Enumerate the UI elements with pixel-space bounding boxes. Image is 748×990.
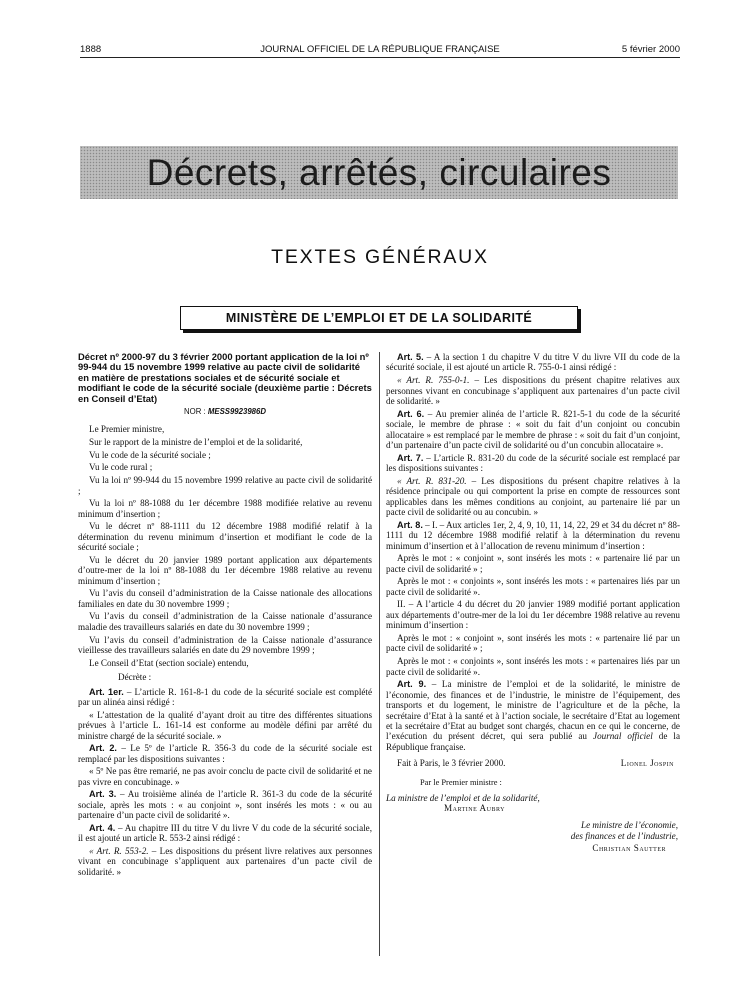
preamble-line: Vu le code rural ; (89, 462, 153, 473)
ministry-box (180, 306, 578, 330)
minister-title-1: La ministre de l’emploi et de la solidarité, (386, 792, 540, 803)
article-text: – Au premier alinéa de l’article R. 821-5-1 du code de la sécurité sociale, le membre de phrase : « soit du fait d’un conjoint ou concubin allocataire » est remplacé par le membre de phrase : « soit du fait d’un conjoint, d’un partenaire d’un pacte civil de solidarité ou d’un concubin allocataire ». (386, 408, 680, 450)
nor-code: MESS9923986D (207, 407, 266, 417)
article-2-quote: « 5º Ne pas être remarié, ne pas avoir conclu de pacte civil de solidarité et ne pas vivre en concubinage. » (78, 766, 372, 787)
banner-title: Décrets, arrêtés, circulaires (146, 151, 612, 193)
article-label: Art. 1er. (89, 686, 124, 697)
article-5 (386, 352, 680, 373)
article-label: Art. 8. (397, 519, 423, 530)
article-7 (386, 453, 680, 474)
article-label: Art. 9. (397, 679, 427, 690)
article-7-quote (386, 476, 680, 518)
article-8-para: Après le mot : « conjoint », sont insérés les mots : « partenaire lié par un pacte civil de solidarité » ; (386, 553, 680, 574)
article-8 (386, 520, 680, 551)
left-column (78, 352, 372, 880)
quote-text: – Les dispositions du présent chapitre relatives à la résidence principale ou qui comportent la prise en compte de ressources sont applicables dans les mêmes conditions au conjoint, au partenaire lié par un pacte civil de solidarité ou au concubin. » (386, 475, 681, 518)
issue-date: 5 février 2000 (621, 44, 680, 55)
preamble-line: Vu l’avis du conseil d’administration de la Caisse nationale des allocations familiales en date du 30 novembre 1999 ; (78, 588, 372, 609)
right-column (386, 352, 680, 853)
article-label: Art. 5. (397, 352, 424, 362)
header-rule (80, 57, 680, 58)
article-1-quote: « L’attestation de la qualité d’ayant droit au titre des différentes situations prévues à l’article L. 161-14 est conforme au modèle défini par arrêté du ministre chargé de la sécurité sociale. » (78, 709, 372, 741)
preamble-line: Vu l’avis du conseil d’administration de la Caisse nationale d’assurance maladie des travailleurs salariés en date du 30 novembre 1999 ; (78, 611, 372, 632)
quote-text: – Les dispositions du présent chapitre relatives aux personnes vivant en concubinage s’appliquent aux partenaires d’un pacte civil de solidarité. » (386, 375, 680, 406)
minister-name-2: Christian Sautter (592, 842, 666, 853)
ministry-title: MINISTÈRE DE L’EMPLOI ET DE LA SOLIDARITÉ (225, 311, 533, 325)
minister-title-2 (386, 820, 680, 843)
preamble-line: Vu la loi nº 88-1088 du 1er décembre 1988 modifiée relative au revenu minimum d’insertion ; (78, 498, 372, 519)
article-1 (78, 687, 372, 708)
article-label: Art. 3. (89, 789, 117, 800)
preamble-line: Le Conseil d’Etat (section sociale) entendu, (89, 657, 249, 668)
journal-title: JOURNAL OFFICIEL DE LA RÉPUBLIQUE FRANÇAISE (260, 44, 500, 55)
preamble-line: Vu le décret nº 88-1111 du 12 décembre 1988 modifié relatif à la détermination du revenu minimum d’insertion et modifiant le code de la sécurité sociale ; (78, 521, 372, 553)
decree-title: Décret nº 2000-97 du 3 février 2000 portant application de la loi nº 99-944 du 15 novembre 1999 relative au pacte civil de solidarité en matière de prestations sociales et de sécurité sociale et modifiant le code de la sécurité sociale (deuxième partie : Décrets en Conseil d’Etat) (78, 351, 372, 404)
article-text: – La ministre de l’emploi et de la solidarité, le ministre de l’économie, des finances et de l’industrie, le ministre de l’équipement, des transports et du logement, le ministre de l’agriculture et de la pêche, la secrétaire d’Etat à la santé et à l’action sociale, le secrétaire d’Etat au logement et la secrétaire d’Etat au budget sont chargés, chacun en ce qui le concerne, de l’exécution du présent décret, qui sera publié au (386, 679, 680, 742)
article-label: Art. 4. (89, 822, 116, 833)
article-text: – L’article R. 831-20 du code de la sécurité sociale est remplacé par les dispositions suivantes : (386, 452, 680, 474)
preamble-line: Vu l’avis du conseil d’administration de la Caisse nationale d’assurance vieillesse des travailleurs salariés en date du 29 novembre 1999 ; (78, 634, 372, 655)
article-8-para: II. – A l’article 4 du décret du 20 janvier 1989 modifié portant application aux départements d’outre-mer de la loi du 1er décembre 1988 relative au revenu minimum d’insertion : (386, 599, 680, 631)
article-5-quote (386, 375, 680, 406)
article-label: Art. 2. (89, 743, 117, 754)
quote-ref: « Art. R. 553-2. (89, 845, 149, 856)
article-8-para: Après le mot : « conjoints », sont insérés les mots : « partenaires liés par un pacte civil de solidarité ». (386, 656, 680, 677)
article-text: de la République française. (386, 731, 681, 752)
article-2 (78, 743, 372, 764)
par-premier-ministre: Par le Premier ministre : (420, 778, 502, 788)
article-text: – Au chapitre III du titre V du livre V du code de la sécurité sociale, il est ajouté un article R. 553-2 ainsi rédigé : (78, 822, 372, 844)
pm-signature: Lionel Jospin (620, 758, 674, 769)
article-9 (386, 679, 680, 752)
minister-title-2-line: des finances et de l’industrie, (570, 831, 678, 842)
article-4 (78, 823, 372, 844)
article-text: – A la section 1 du chapitre V du titre V du livre VII du code de la sécurité sociale, il est ajouté un article R. 755-0-1 ainsi rédigé : (386, 352, 680, 373)
signature-row (386, 758, 680, 772)
section-title: TEXTES GÉNÉRAUX (271, 246, 489, 268)
article-4-quote (78, 846, 372, 877)
preamble-line: Vu le décret du 20 janvier 1989 portant application aux départements d’outre-mer de la loi nº 88-1088 du 1er décembre 1988 relative au revenu minimum d’insertion ; (78, 554, 372, 586)
article-8-para: Après le mot : « conjoint », sont insérés les mots : « partenaire lié par un pacte civil de solidarité » ; (386, 633, 680, 654)
place-date: Fait à Paris, le 3 février 2000. (397, 758, 506, 769)
nor-reference (78, 407, 372, 417)
preamble-line: Vu le code de la sécurité sociale ; (89, 449, 211, 460)
column-divider (379, 352, 380, 956)
preamble-line: Le Premier ministre, (89, 424, 165, 435)
article-label: Art. 6. (397, 408, 425, 419)
preamble-line: Sur le rapport de la ministre de l’emploi et de la solidarité, (89, 437, 303, 448)
quote-ref: « Art. R. 755-0-1. (397, 375, 470, 386)
article-text: – L’article R. 161-8-1 du code de la sécurité sociale est complété par un alinéa ainsi rédigé : (78, 686, 373, 707)
signatures (386, 758, 680, 853)
minister-title-2-line: Le ministre de l’économie, (581, 819, 678, 830)
article-text: – I. – Aux articles 1er, 2, 4, 9, 10, 11, 14, 22, 29 et 34 du décret nº 88-1111 du 12 décembre 1988 modifié relatif à la détermination du revenu minimum d’insertion et à l’allocation de revenu minimum d’insertion : (386, 519, 680, 551)
section-banner (80, 146, 678, 199)
page-number: 1888 (80, 44, 102, 55)
minister-name-1: Martine Aubry (444, 803, 505, 814)
article-text: – Au troisième alinéa de l’article R. 361-3 du code de la sécurité sociale, après les mots : « au conjoint », sont insérés les mots : « ou au partenaire d’un pacte civil de solidarité ». (78, 789, 372, 821)
quote-ref: « Art. R. 831-20. (397, 475, 467, 486)
preamble-line: Vu la loi nº 99-944 du 15 novembre 1999 relative au pacte civil de solidarité ; (78, 475, 372, 496)
article-text: – Le 5º de l’article R. 356-3 du code de la sécurité sociale est remplacé par les dispositions suivantes : (78, 743, 372, 764)
article-label: Art. 7. (397, 452, 424, 463)
article-3 (78, 789, 372, 820)
journal-officiel: Journal officiel (593, 731, 653, 742)
quote-text: – Les dispositions du présent livre relatives aux personnes vivant en concubinage s’appliquent aux partenaires d’un pacte civil de solidarité. » (78, 845, 372, 877)
article-6 (386, 409, 680, 451)
article-8-para: Après le mot : « conjoints », sont insérés les mots : « partenaires liés par un pacte civil de solidarité ». (386, 576, 680, 597)
nor-label: NOR : (184, 407, 206, 417)
decrete: Décrète : (118, 672, 152, 683)
